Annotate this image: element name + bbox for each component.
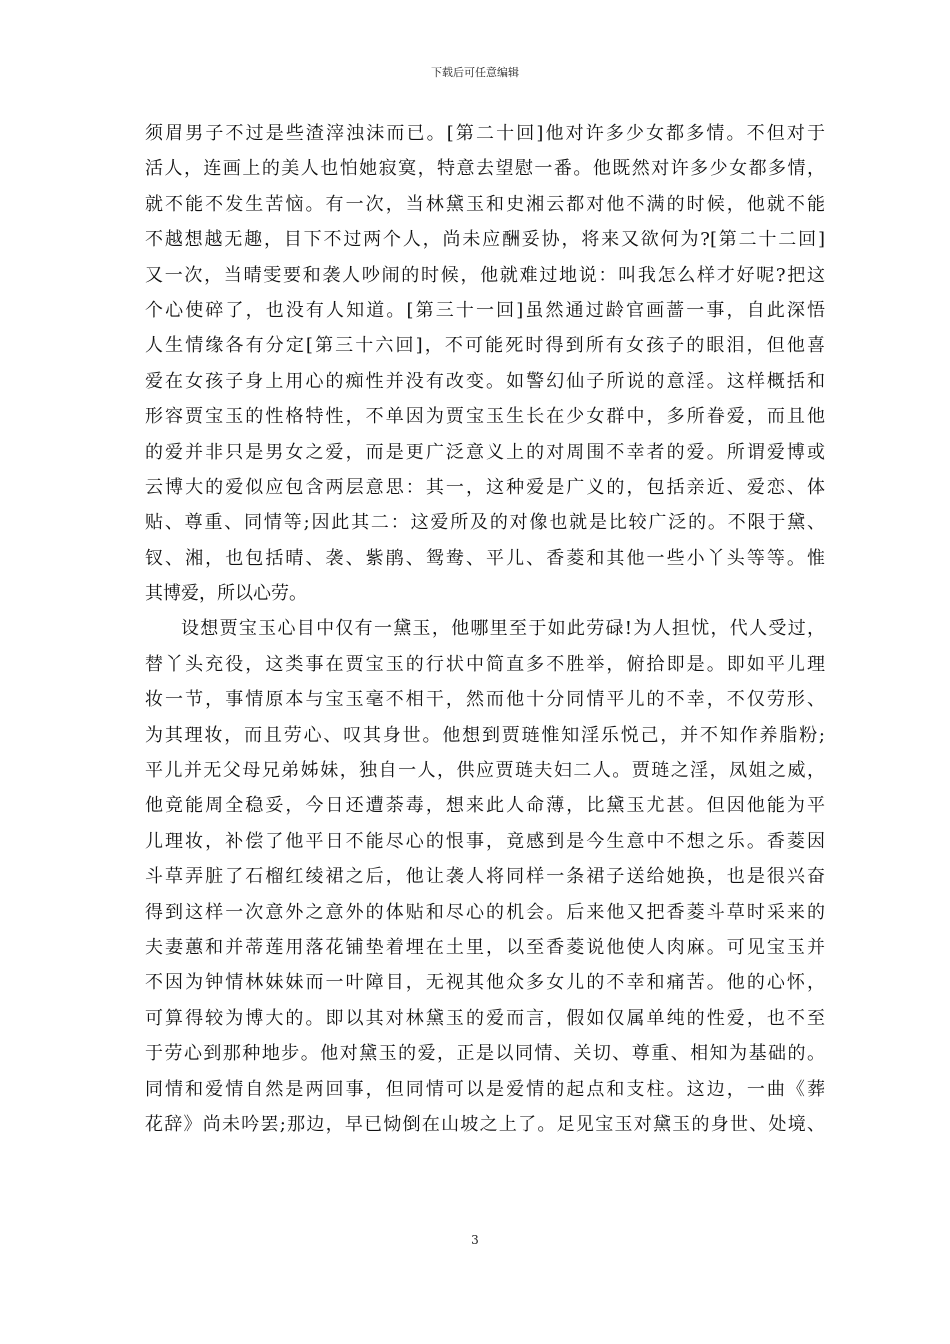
text-line: 须眉男子不过是些渣滓浊沫而已。[第二十回]他对许多少女都多情。不但对于 — [145, 123, 825, 144]
paragraph-2 — [145, 611, 825, 1142]
text-line: 为其理妆，而且劳心、叹其身世。他想到贾琏惟知淫乐悦己，并不知作养脂粉; — [145, 724, 825, 746]
text-line: 人生情缘各有分定[第三十六回]，不可能死时得到所有女孩子的眼泪，但他喜 — [145, 335, 825, 357]
paragraph-1 — [145, 116, 825, 611]
text-line: 儿理妆，补偿了他平日不能尽心的恨事，竟感到是今生意中不想之乐。香菱因 — [145, 830, 825, 852]
text-line: 不因为钟情林妹妹而一叶障目，无视其他众多女儿的不幸和痛苦。他的心怀， — [145, 972, 825, 994]
text-line: 贴、尊重、同情等;因此其二：这爱所及的对像也就是比较广泛的。不限于黛、 — [145, 512, 825, 534]
text-line: 替丫头充役，这类事在贾宝玉的行状中简直多不胜举，俯拾即是。即如平儿理 — [145, 653, 825, 675]
text-line: 不越想越无趣，目下不过两个人，尚未应酬妥协，将来又欲何为?[第二十二回] — [145, 229, 825, 251]
text-line: 花辞》尚未吟罢;那边，早已恸倒在山坡之上了。足见宝玉对黛玉的身世、处境、 — [145, 1113, 825, 1135]
text-line: 形容贾宝玉的性格特性，不单因为贾宝玉生长在少女群中，多所眷爱，而且他 — [145, 406, 825, 428]
text-line: 就不能不发生苦恼。有一次，当林黛玉和史湘云都对他不满的时候，他就不能 — [145, 193, 825, 215]
text-line: 平儿并无父母兄弟姊妹，独自一人，供应贾琏夫妇二人。贾琏之淫，凤姐之威， — [145, 760, 825, 782]
text-line: 于劳心到那种地步。他对黛玉的爱，正是以同情、关切、尊重、相知为基础的。 — [145, 1043, 825, 1065]
page-number: 3 — [471, 1233, 479, 1247]
text-line: 钗、湘，也包括晴、袭、紫鹃、鸳鸯、平儿、香菱和其他一些小丫头等等。惟 — [145, 547, 825, 569]
text-line: 个心使碎了，也没有人知道。[第三十一回]虽然通过龄官画蔷一事，自此深悟 — [145, 299, 825, 321]
page-header: 下载后可任意编辑 — [431, 66, 519, 79]
text-line: 云博大的爱似应包含两层意思：其一，这种爱是广义的，包括亲近、爱恋、体 — [145, 476, 825, 498]
text-line: 设想贾宝玉心目中仅有一黛玉，他哪里至于如此劳碌!为人担忧，代人受过， — [181, 618, 825, 640]
text-line: 同情和爱情自然是两回事，但同情可以是爱情的起点和支柱。这边，一曲《葬 — [145, 1078, 825, 1100]
text-line: 可算得较为博大的。即以其对林黛玉的爱而言，假如仅属单纯的性爱，也不至 — [145, 1007, 825, 1029]
text-line: 妆一节，事情原本与宝玉毫不相干，然而他十分同情平儿的不幸，不仅劳形、 — [145, 689, 825, 711]
text-line: 又一次，当晴雯要和袭人吵闹的时候，他就难过地说：叫我怎么样才好呢?把这 — [145, 264, 825, 286]
text-line: 爱在女孩子身上用心的痴性并没有改变。如警幻仙子所说的意淫。这样概括和 — [145, 370, 825, 392]
text-line: 其博爱，所以心劳。 — [145, 583, 307, 605]
text-line: 活人，连画上的美人也怕她寂寞，特意去望慰一番。他既然对许多少女都多情， — [145, 158, 825, 180]
text-line: 夫妻蕙和并蒂莲用落花铺垫着埋在土里，以至香菱说他使人肉麻。可见宝玉并 — [145, 936, 825, 958]
text-line: 的爱并非只是男女之爱，而是更广泛意义上的对周围不幸者的爱。所谓爱博或 — [145, 441, 825, 463]
text-line: 斗草弄脏了石榴红绫裙之后，他让袭人将同样一条裙子送给她换，也是很兴奋 — [145, 866, 825, 888]
text-line: 他竟能周全稳妥，今日还遭荼毒，想来此人命薄，比黛玉尤甚。但因他能为平 — [145, 795, 825, 817]
document-body — [145, 116, 825, 1142]
text-line: 得到这样一次意外之意外的体贴和尽心的机会。后来他又把香菱斗草时采来的 — [145, 901, 825, 923]
